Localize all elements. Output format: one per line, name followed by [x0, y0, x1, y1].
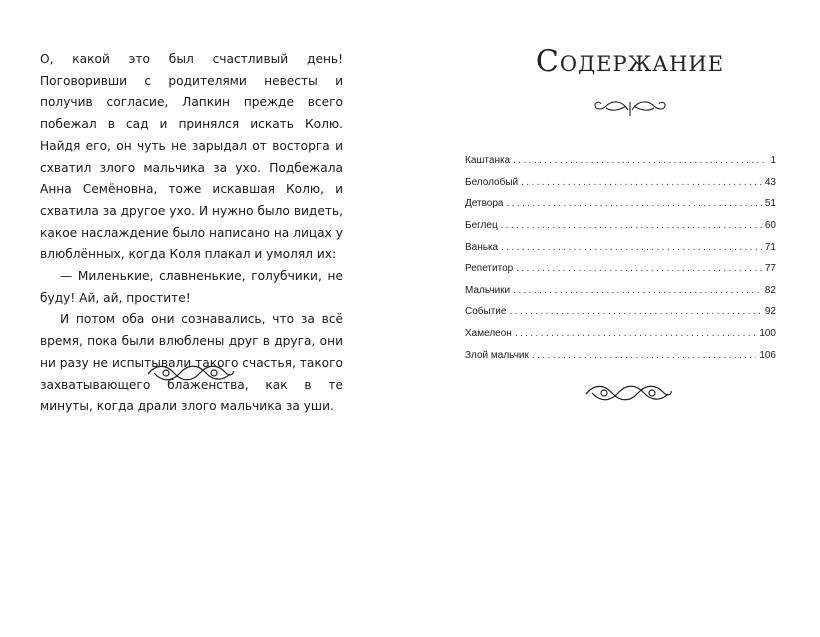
page-title: Содержание [535, 44, 725, 79]
table-of-contents [465, 155, 776, 371]
ornament-divider-icon [146, 362, 236, 384]
toc-title: Белолобый [465, 176, 519, 188]
toc-entry[interactable] [465, 198, 776, 220]
toc-entry[interactable] [465, 263, 776, 285]
toc-title: Хамелеон [465, 328, 512, 340]
toc-entry[interactable] [465, 242, 776, 264]
toc-page: 82 [764, 284, 776, 296]
toc-title: Событие [465, 306, 507, 318]
paragraph: И потом оба они сознавались, что за всё время, пока были влюблены друг в друга, они ни разу не испытывали такого счастья, такого захватывающего блаженства, как в те минуты, когда драли злого мальчика за уши. [40, 312, 343, 414]
paragraph: — Миленькие, славненькие, голубчики, не буду! Ай, ай, простите! [40, 269, 343, 305]
toc-title: Мальчики [465, 284, 511, 296]
toc-title: Злой мальчик [465, 349, 529, 361]
toc-entry[interactable] [465, 220, 776, 242]
paragraph: О, какой это был счастливый день! Поговоривши с родителями невесты и получив согласие, Лапкин прежде всего побежал в сад и принялся искать Колю. Найдя его, он чуть не зарыдал от восторга и схватил злого мальчика за ухо. Подбежала Анна Семёновна, тоже искавшая Колю, и схватила за другое ухо. И нужно было видеть, какое наслаждение было написано на лицах у влюблённых, когда Коля плакал и умолял их: [40, 52, 343, 262]
toc-entry[interactable] [465, 285, 776, 307]
toc-title: Репетитор [465, 263, 514, 275]
toc-title: Беглец [465, 219, 498, 231]
toc-entry[interactable] [465, 306, 776, 328]
toc-page: 71 [764, 241, 776, 253]
toc-page: 43 [764, 176, 776, 188]
toc-title: Детвора [465, 198, 504, 210]
toc-entry[interactable] [465, 177, 776, 199]
toc-title: Каштанка [465, 155, 511, 166]
toc-page: 51 [764, 198, 776, 210]
toc-entry[interactable] [465, 350, 776, 372]
toc-entry[interactable] [465, 155, 776, 177]
ornament-divider-icon [592, 96, 668, 118]
toc-page: 92 [764, 306, 776, 318]
toc-page: 77 [764, 263, 776, 275]
toc-entry[interactable] [465, 328, 776, 350]
toc-page: 1 [770, 155, 776, 166]
toc-page: 60 [764, 219, 776, 231]
toc-page: 106 [759, 349, 776, 361]
toc-page: 100 [759, 328, 776, 340]
ornament-divider-icon [584, 382, 674, 404]
toc-title: Ванька [465, 241, 499, 253]
